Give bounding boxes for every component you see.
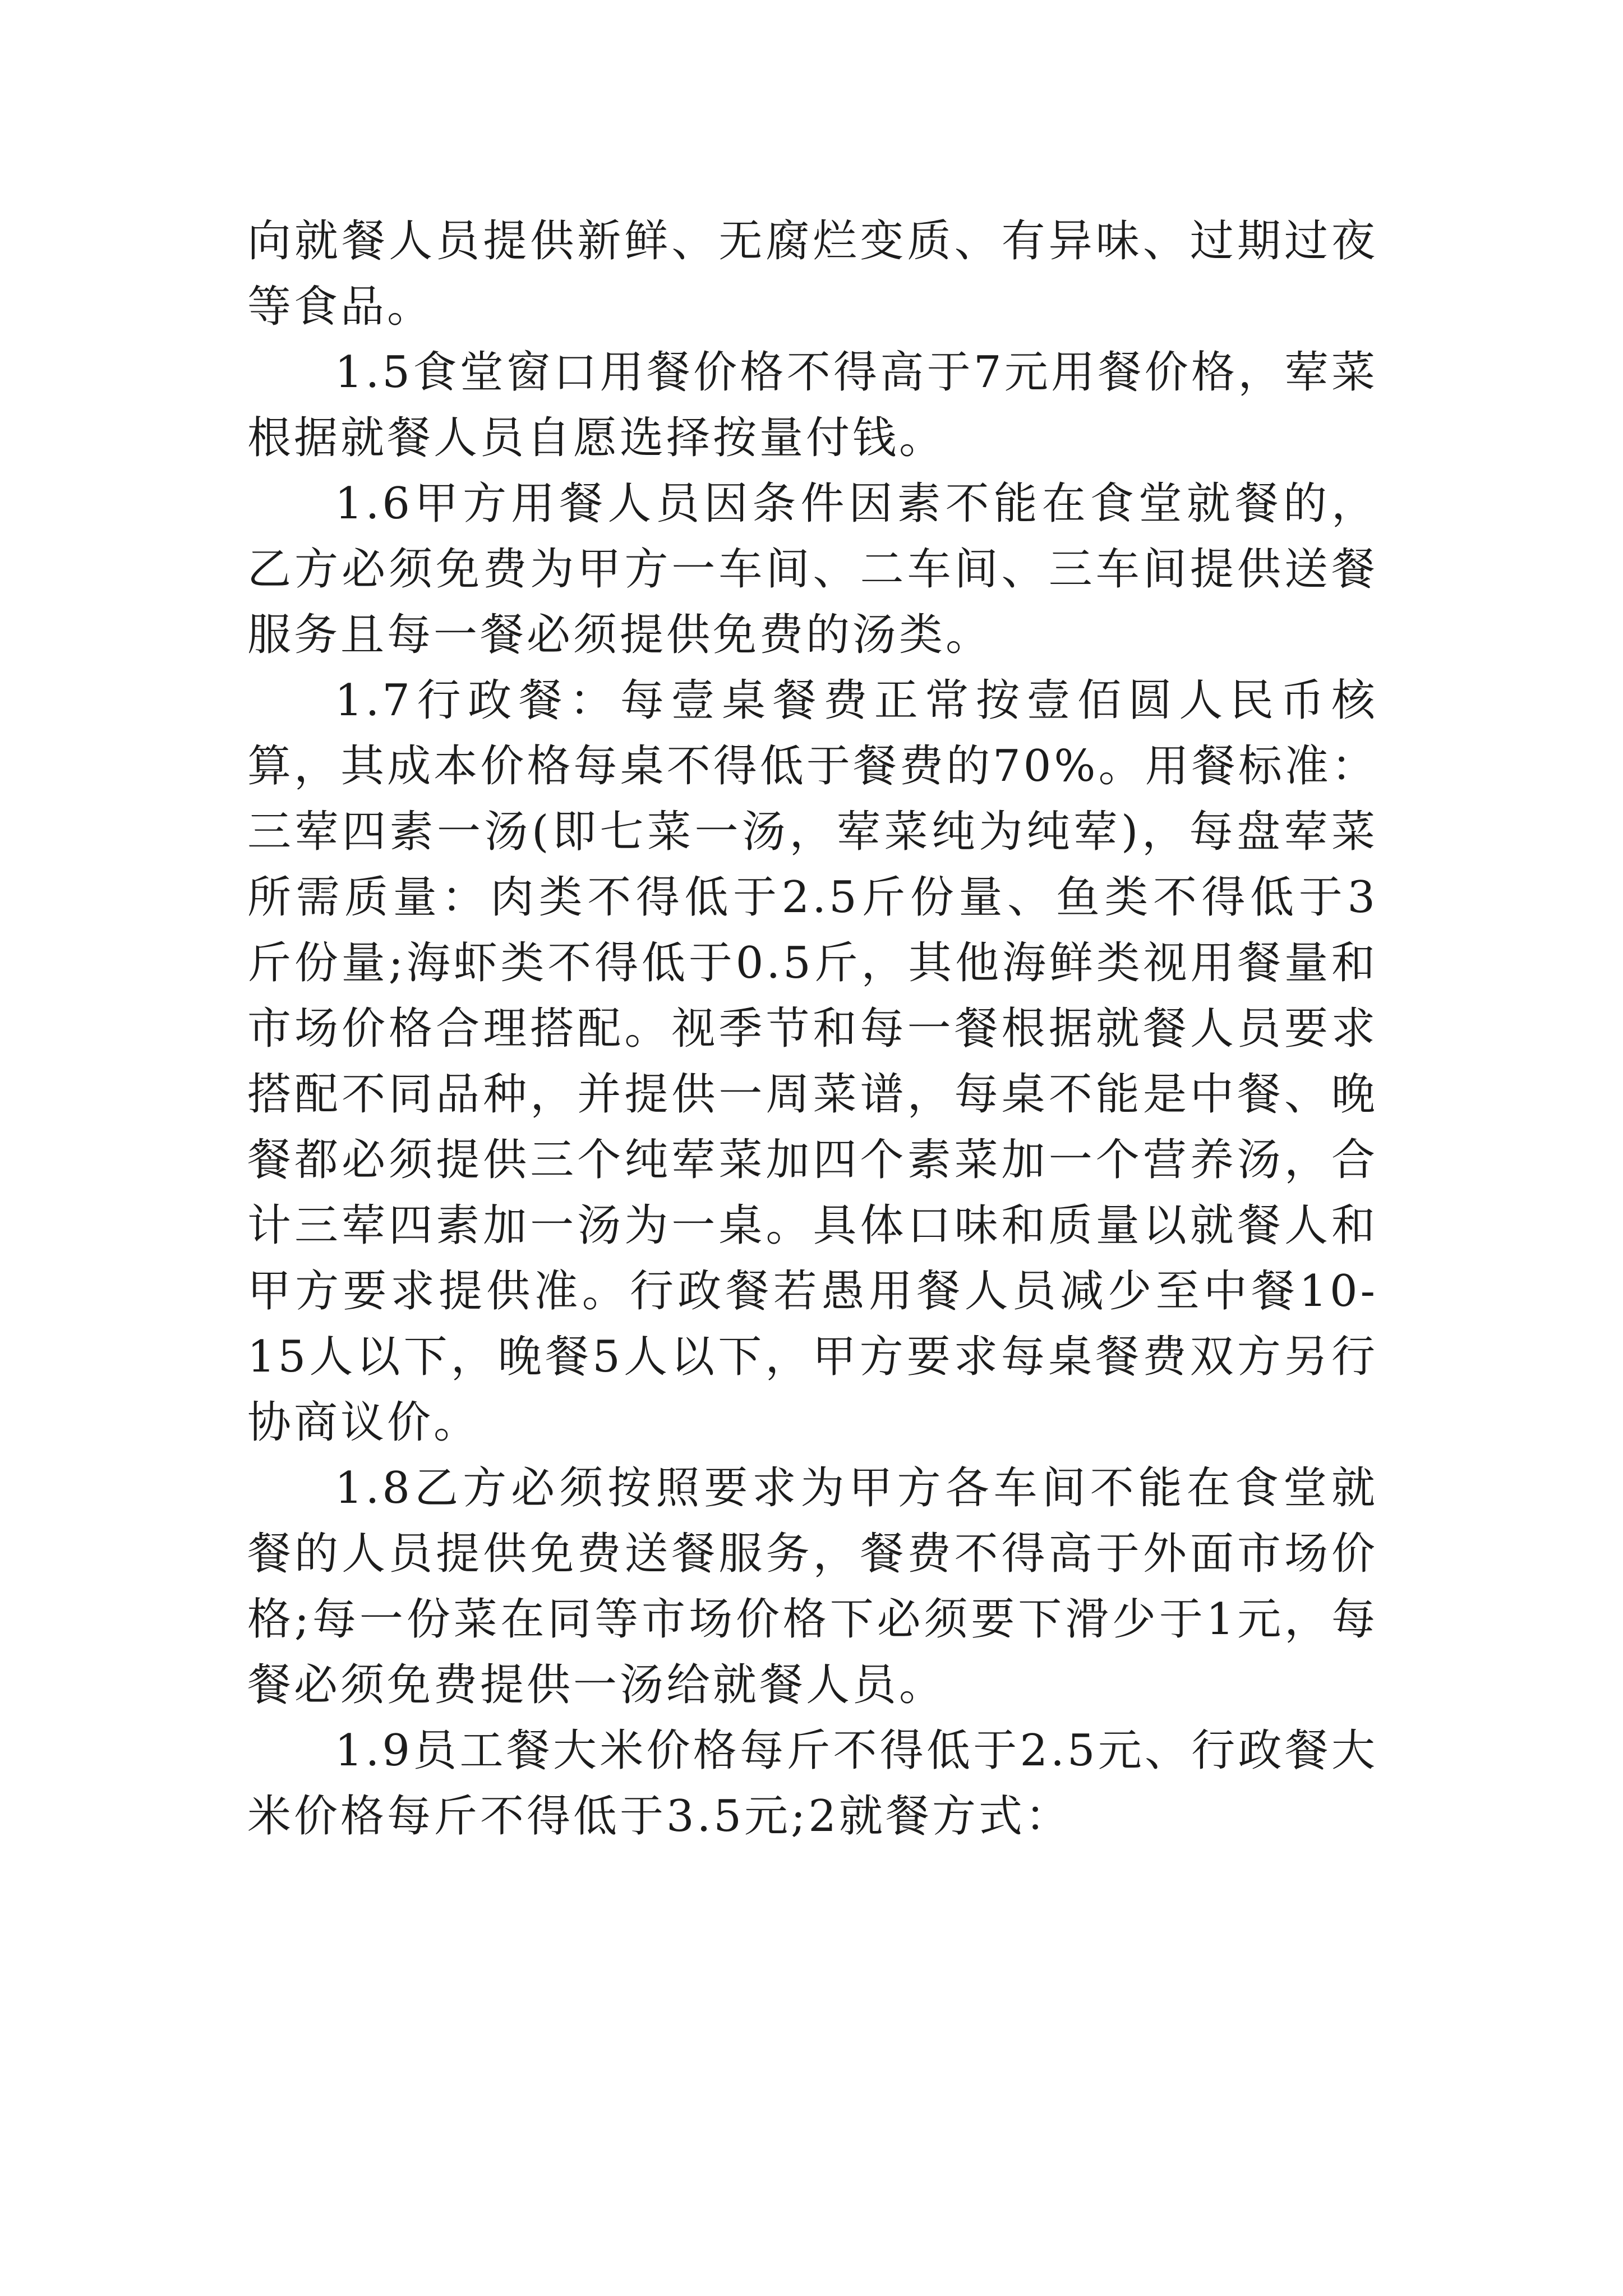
- paragraph-1-5-window-price: 1.5食堂窗口用餐价格不得高于7元用餐价格，荤菜根据就餐人员自愿选择按量付钱。: [247, 347, 1378, 463]
- paragraph-food-quality: 向就餐人员提供新鲜、无腐烂变质、有异味、过期过夜等食品。: [247, 216, 1378, 332]
- paragraph-1-7-executive-meal: 1.7行政餐：每壹桌餐费正常按壹佰圆人民币核算，其成本价格每桌不得低于餐费的70%。用餐标准：三荤四素一汤(即七菜一汤，荤菜纯为纯荤)，每盘荤菜所需质量：肉类不得低于2.5斤份量、鱼类不得低于3斤份量;海虾类不得低于0.5斤，其他海鲜类视用餐量和市场价格合理搭配。视季节和每一餐根据就餐人员要求搭配不同品种，并提供一周菜谱，每桌不能是中餐、晚餐都必须提供三个纯荤菜加四个素菜加一个营养汤，合计三荤四素加一汤为一桌。具体口味和质量以就餐人和甲方要求提供准。行政餐若愚用餐人员减少至中餐10-15人以下，晚餐5人以下，甲方要求每桌餐费双方另行协商议价。: [247, 675, 1378, 1448]
- paragraph-1-6-meal-delivery: 1.6甲方用餐人员因条件因素不能在食堂就餐的，乙方必须免费为甲方一车间、二车间、三车间提供送餐服务且每一餐必须提供免费的汤类。: [247, 478, 1378, 660]
- paragraph-1-9-rice-price: 1.9员工餐大米价格每斤不得低于2.5元、行政餐大米价格每斤不得低于3.5元;2就餐方式：: [247, 1726, 1378, 1842]
- document-body: [247, 209, 1378, 1849]
- paragraph-1-8-delivery-service: 1.8乙方必须按照要求为甲方各车间不能在食堂就餐的人员提供免费送餐服务，餐费不得高于外面市场价格;每一份菜在同等市场价格下必须要下滑少于1元，每餐必须免费提供一汤给就餐人员。: [247, 1463, 1378, 1710]
